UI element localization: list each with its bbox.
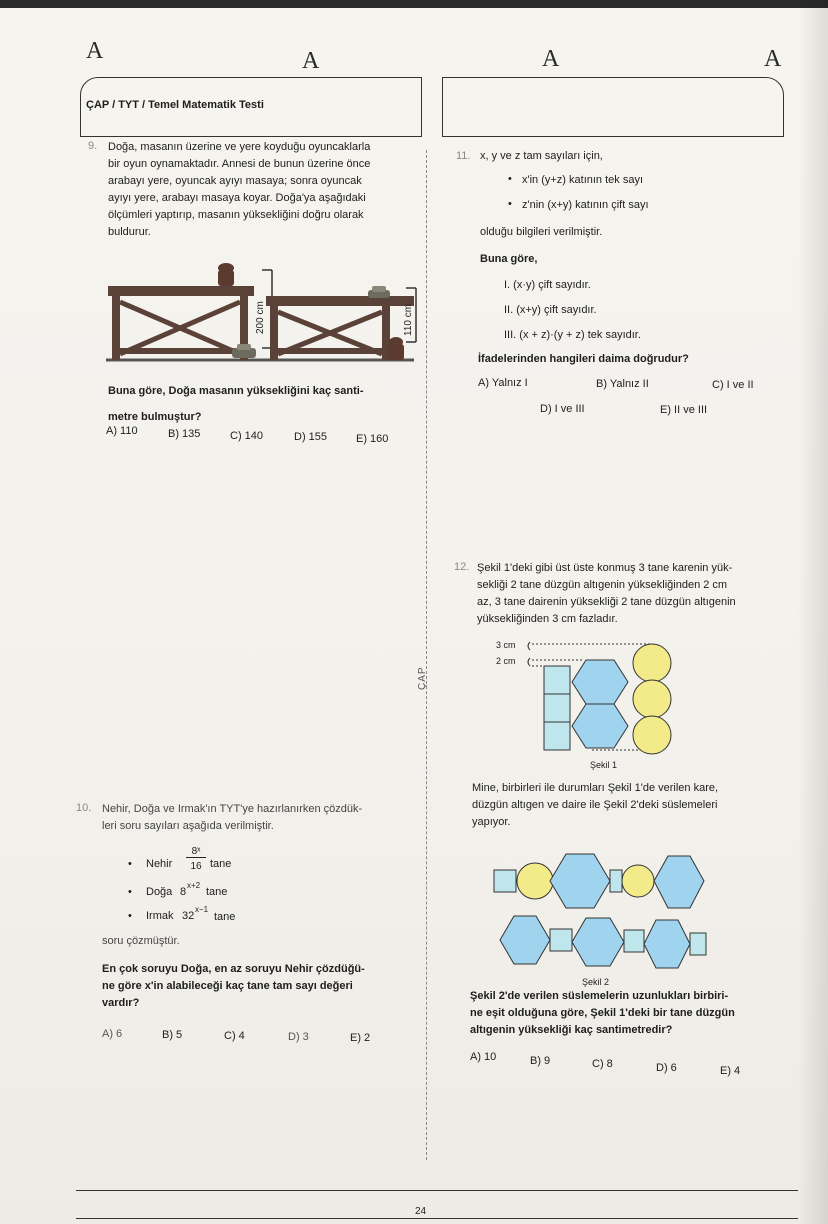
table-figure xyxy=(100,262,420,370)
label-200cm: 200 cm xyxy=(255,301,266,334)
option-e[interactable]: E) 4 xyxy=(720,1065,741,1077)
corner-letter: A xyxy=(86,38,104,64)
option-c[interactable]: C) I ve II xyxy=(712,379,754,391)
label-2cm: 2 cm xyxy=(496,656,516,666)
test-title: ÇAP / TYT / Temel Matematik Testi xyxy=(86,99,264,111)
q12-question xyxy=(470,988,788,1039)
column-divider xyxy=(426,150,427,1160)
option-d[interactable]: D) I ve III xyxy=(540,403,585,415)
option-e[interactable]: E) II ve III xyxy=(660,404,708,416)
q11-given: olduğu bilgileri verilmiştir. xyxy=(480,226,603,238)
text-line: Buna göre, Doğa masanın yüksekliğini kaç santi- xyxy=(108,385,364,397)
option-a[interactable]: A) 10 xyxy=(470,1051,497,1063)
text-line: bir oyun oynamaktadır. Annesi de bunun üzerine önce xyxy=(108,158,371,170)
toy-car-icon xyxy=(368,286,390,298)
option-d[interactable]: D) 155 xyxy=(294,431,328,443)
text-line: arabayı yere, oyuncak ayıyı masaya; sonra oyuncak xyxy=(108,175,362,187)
option-b[interactable]: B) 9 xyxy=(530,1055,551,1067)
question-number: 12. xyxy=(454,561,470,573)
q10-after: soru çözmüştür. xyxy=(102,935,180,947)
option-d[interactable]: D) 3 xyxy=(288,1031,309,1043)
text-line: Nehir, Doğa ve Irmak'ın TYT'ye hazırlanırken çözdük- xyxy=(102,803,363,815)
option-b[interactable]: B) Yalnız II xyxy=(596,378,649,390)
question-number: 10. xyxy=(76,802,92,814)
power-exponent: x+2 xyxy=(187,881,201,890)
statement: II. (x+y) çift sayıdır. xyxy=(504,304,597,316)
bullet: • xyxy=(128,886,132,898)
text-line: ne göre x'in alabileceği kaç tane tam sayı değeri xyxy=(102,980,353,992)
text-line: leri soru sayıları aşağıda verilmiştir. xyxy=(102,820,274,832)
footer-line xyxy=(76,1190,798,1191)
figure-2 xyxy=(490,850,710,974)
hexagon-stack xyxy=(572,660,628,748)
q11-intro: x, y ve z tam sayıları için, xyxy=(480,150,603,162)
q9-text xyxy=(108,139,418,241)
item-unit: tane xyxy=(206,886,228,898)
text-line: yapıyor. xyxy=(472,816,511,828)
fraction-numerator: 8ˣ xyxy=(186,846,206,858)
statement: III. (x + z)·(y + z) tek sayıdır. xyxy=(504,329,641,341)
q11-bullet: x'in (y+z) katının tek sayı xyxy=(522,174,644,186)
figure-1 xyxy=(492,636,692,764)
page-number: 24 xyxy=(415,1206,427,1217)
q10-question xyxy=(102,961,417,1012)
option-c[interactable]: C) 4 xyxy=(224,1030,245,1042)
page-shadow xyxy=(798,0,828,1224)
bullet: • xyxy=(128,858,132,870)
corner-letter: A xyxy=(764,46,782,72)
teddy-bear-icon xyxy=(388,337,404,360)
teddy-bear-icon xyxy=(218,263,234,286)
table-left xyxy=(108,286,254,360)
option-c[interactable]: C) 140 xyxy=(230,430,264,442)
option-e[interactable]: E) 160 xyxy=(356,433,389,445)
item-unit: tane xyxy=(210,858,232,870)
option-a[interactable]: A) 6 xyxy=(102,1028,123,1040)
toy-car-icon xyxy=(232,344,256,358)
item-name: Irmak xyxy=(146,910,174,922)
figure-1-caption: Şekil 1 xyxy=(590,760,618,770)
option-c[interactable]: C) 8 xyxy=(592,1058,613,1070)
fraction-denominator: 16 xyxy=(190,861,202,872)
text-line: altıgenin yüksekliği kaç santimetredir? xyxy=(470,1024,673,1036)
q11-buna: Buna göre, xyxy=(480,253,538,265)
bullet: • xyxy=(508,198,512,210)
power-exponent: x−1 xyxy=(195,905,209,914)
question-number: 11. xyxy=(456,150,471,162)
square-stack xyxy=(544,666,570,750)
text-line: metre bulmuştur? xyxy=(108,411,202,423)
text-line: düzgün altıgen ve daire ile Şekil 2'deki süslemeleri xyxy=(472,799,718,811)
corner-letter: A xyxy=(302,48,320,74)
text-line: Şekil 1'deki gibi üst üste konmuş 3 tane karenin yük- xyxy=(477,562,733,574)
text-line: sekliği 2 tane düzgün altıgenin yüksekliğinden 2 cm xyxy=(477,579,728,591)
statement: I. (x·y) çift sayıdır. xyxy=(504,279,591,291)
q11-question: İfadelerinden hangileri daima doğrudur? xyxy=(478,353,689,365)
text-line: ayıyı yere, arabayı masaya koyar. Doğa'ya aşağıdaki xyxy=(108,192,366,204)
text-line: ne eşit olduğuna göre, Şekil 1'deki bir tane düzgün xyxy=(470,1007,735,1019)
text-line: az, 3 tane dairenin yüksekliği 2 tane düzgün altıgenin xyxy=(477,596,736,608)
option-d[interactable]: D) 6 xyxy=(656,1062,677,1074)
label-110cm: 110 cm xyxy=(403,303,414,336)
item-name: Doğa xyxy=(146,886,173,898)
corner-letter: A xyxy=(542,46,560,72)
power-base: 8 xyxy=(180,886,187,898)
item-name: Nehir xyxy=(146,858,173,870)
option-b[interactable]: B) 135 xyxy=(168,428,201,440)
option-e[interactable]: E) 2 xyxy=(350,1032,371,1044)
side-label: ÇAP xyxy=(417,666,428,690)
bullet: • xyxy=(128,910,132,922)
power-base: 32 xyxy=(182,910,195,922)
top-band xyxy=(0,0,828,8)
label-3cm: 3 cm xyxy=(496,640,516,650)
text-line: Şekil 2'de verilen süslemelerin uzunlukları birbiri- xyxy=(470,990,729,1002)
option-a[interactable]: A) 110 xyxy=(106,425,138,437)
q12-text xyxy=(477,560,787,628)
option-a[interactable]: A) Yalnız I xyxy=(478,377,528,389)
footer-line xyxy=(76,1218,798,1219)
row-1 xyxy=(494,854,704,908)
bullet: • xyxy=(508,173,512,185)
option-b[interactable]: B) 5 xyxy=(162,1029,183,1041)
row-2 xyxy=(500,916,706,968)
item-unit: tane xyxy=(214,911,236,923)
text-line: vardır? xyxy=(102,997,140,1009)
circle-stack xyxy=(633,644,671,754)
text-line: Doğa, masanın üzerine ve yere koyduğu oyuncaklarla xyxy=(108,141,371,153)
text-line: Mine, birbirleri ile durumları Şekil 1'de verilen kare, xyxy=(472,782,719,794)
figure-2-caption: Şekil 2 xyxy=(582,977,610,987)
q10-text xyxy=(102,801,417,835)
text-line: buldurur. xyxy=(108,226,151,238)
q11-bullet: z'nin (x+y) katının çift sayı xyxy=(522,199,649,211)
text-line: ölçümleri yaptırıp, masanın yüksekliğini doğru olarak xyxy=(108,209,364,221)
q12-text2 xyxy=(472,780,790,831)
question-number: 9. xyxy=(88,140,98,152)
text-line: En çok soruyu Doğa, en az soruyu Nehir çözdüğü- xyxy=(102,963,365,975)
header-box-right xyxy=(442,77,784,137)
text-line: yüksekliğinden 3 cm fazladır. xyxy=(477,613,618,625)
q9-question xyxy=(108,378,418,430)
